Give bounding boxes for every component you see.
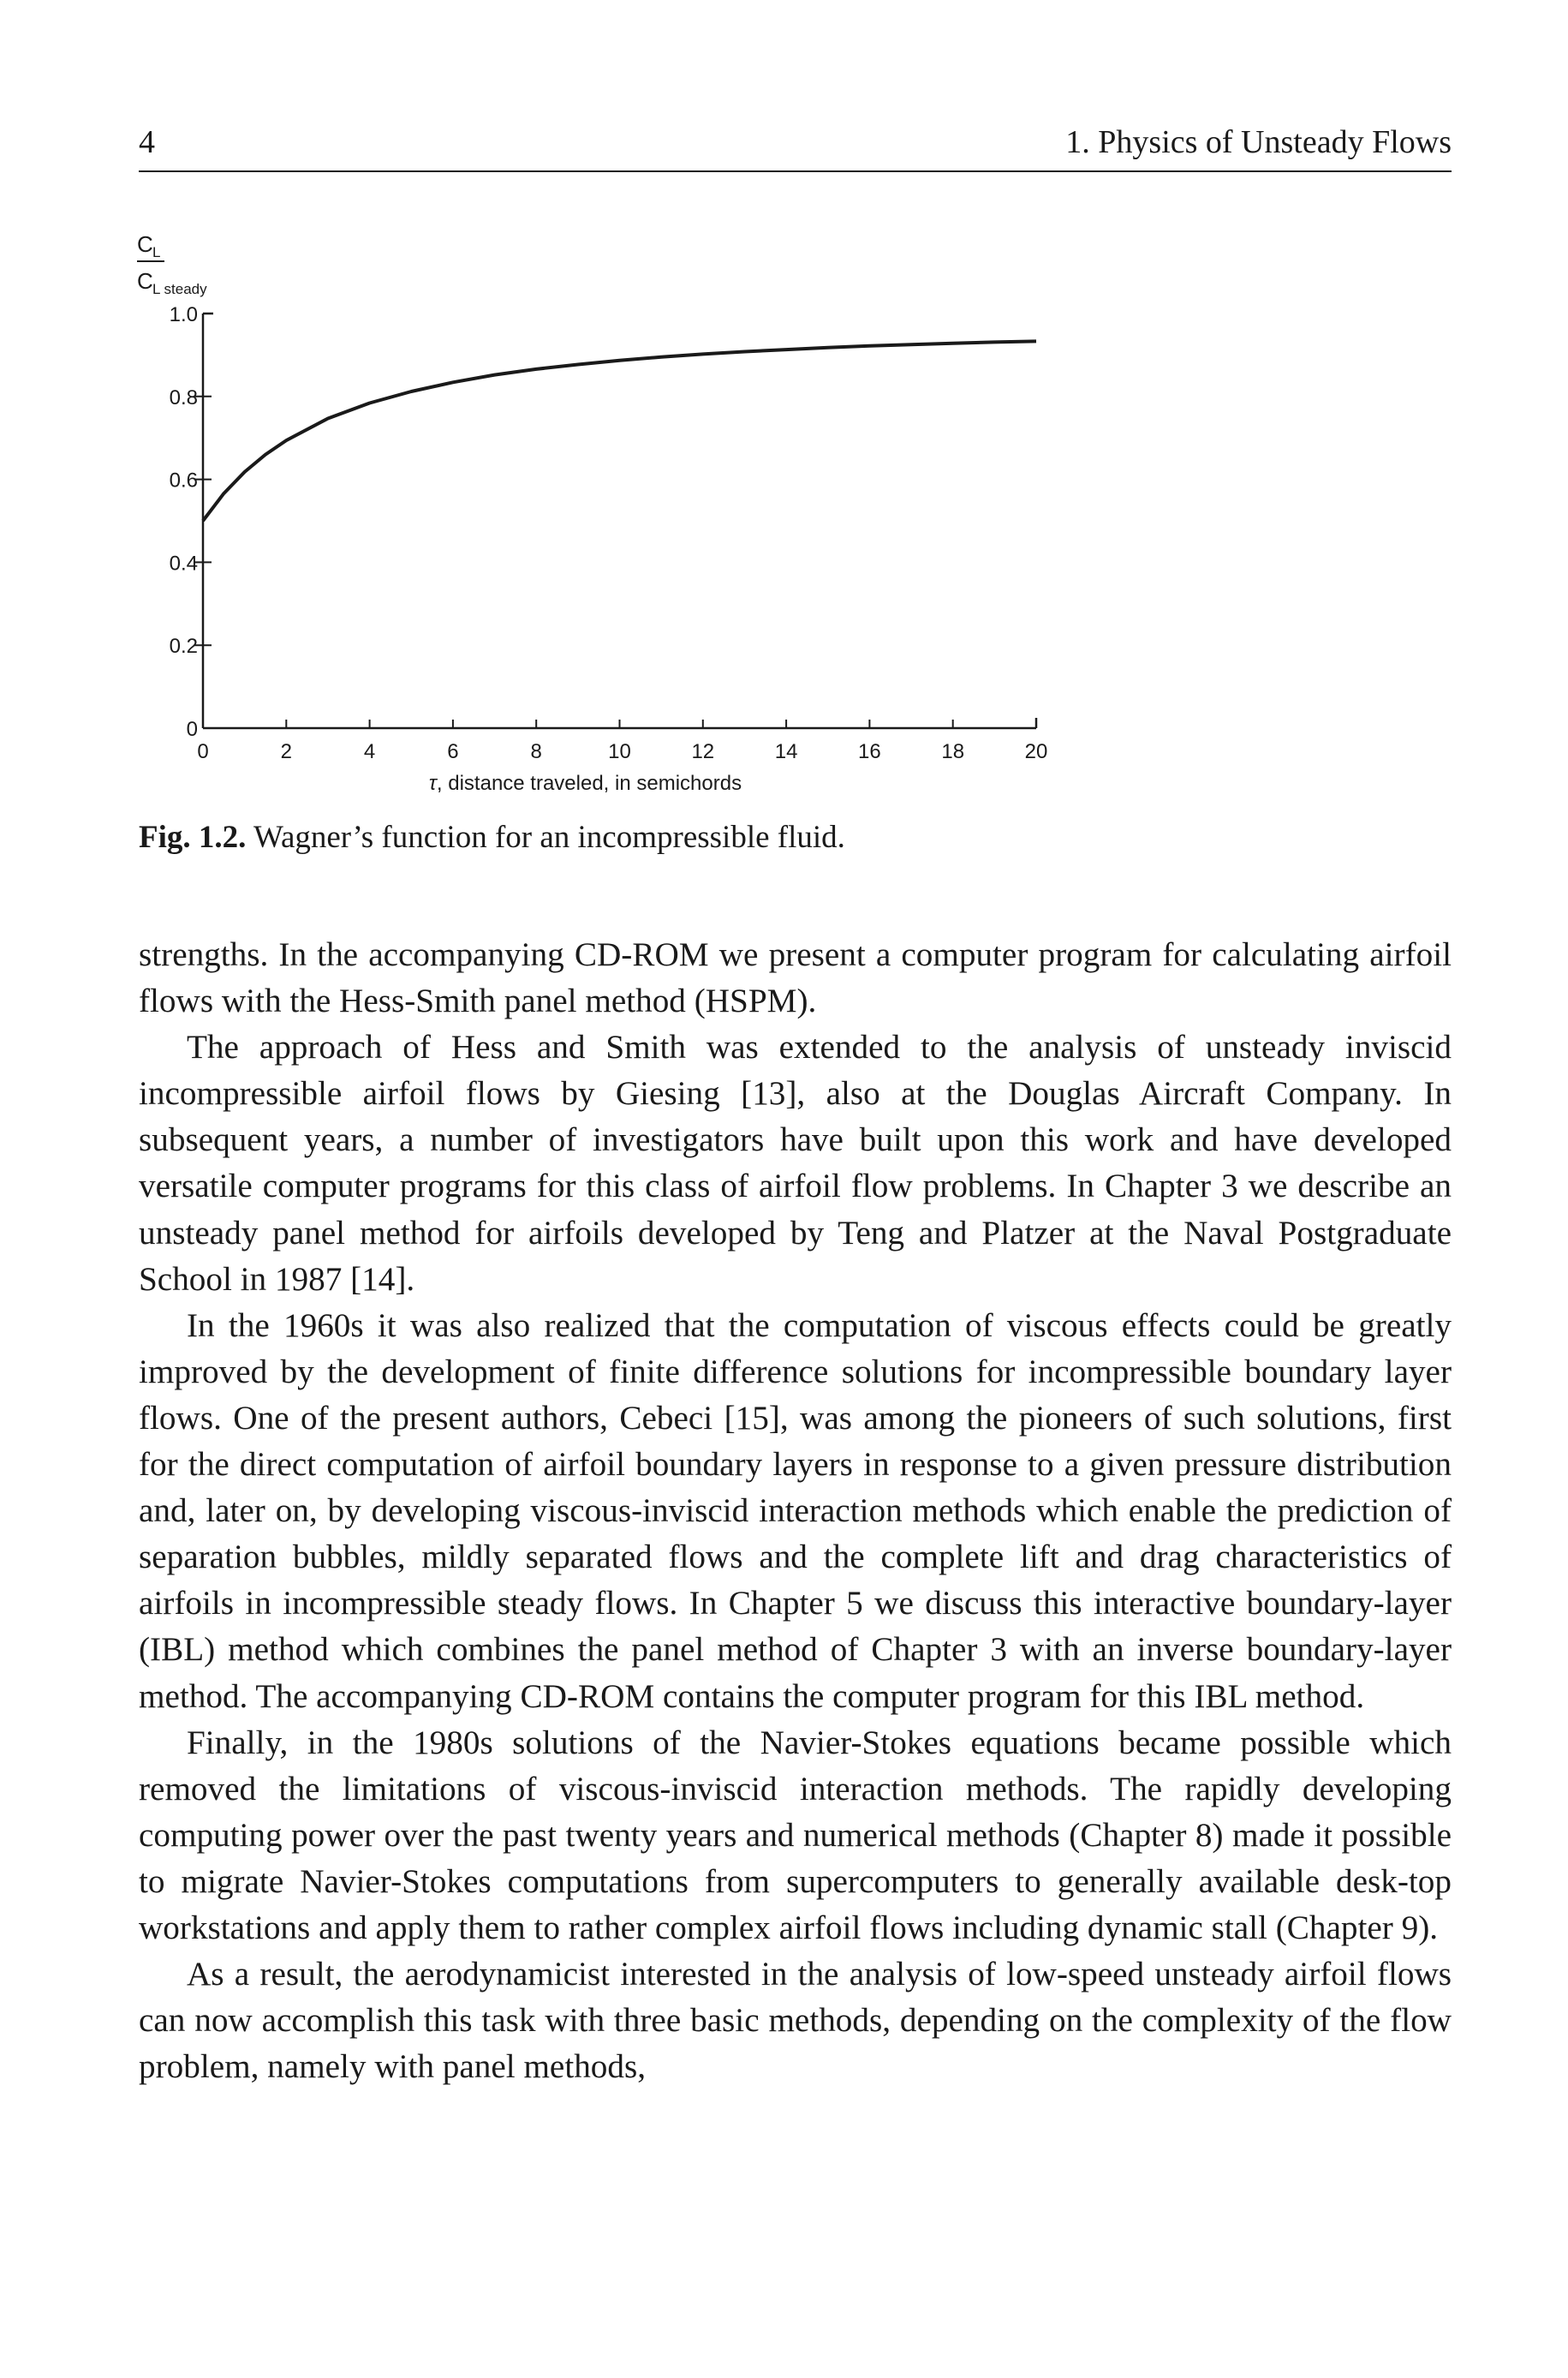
x-tick-label: 10 — [608, 740, 631, 763]
wagner-chart — [128, 214, 1079, 814]
y-tick-label: 0.8 — [169, 385, 198, 409]
header-rule — [139, 170, 1452, 172]
figure-wagner-function — [128, 214, 1079, 814]
y-tick-label: 0.6 — [169, 469, 198, 493]
x-tick-label: 18 — [941, 740, 965, 763]
x-tick-label: 14 — [774, 740, 798, 763]
xlabel-text — [429, 772, 742, 795]
x-tick-label: 16 — [858, 740, 881, 763]
xlabel-symbol: τ — [428, 772, 437, 795]
y-tick-label: 0.2 — [169, 635, 198, 659]
caption-text: Wagner’s function for an incompressible fluid. — [253, 820, 845, 855]
caption-label: Fig. 1.2. — [139, 820, 247, 855]
wagner-curve — [203, 341, 1036, 521]
xlabel-description: , distance traveled, in semichords — [436, 772, 742, 795]
page-number: 4 — [139, 124, 155, 160]
y-ticks — [170, 303, 212, 741]
ylabel-denominator-sub: L steady — [152, 281, 207, 297]
x-tick-label: 8 — [530, 740, 542, 763]
chart-axes — [203, 314, 1036, 728]
ylabel-numerator: C — [137, 231, 153, 257]
paragraph-3: In the 1960s it was also realized that the computation of viscous effects could be greatly improved by the development of finite difference solutions for incompressible boundary layer flows. One of the present authors, Cebeci [15], was among the pioneers of such solutions, first for the direct computation of airfoil boundary layers in response to a given pressure distribution and, later on, by developing viscous-inviscid interaction methods which enable the prediction of separation bubbles, mildly separated flows and the complete lift and drag characteristics of airfoils in incompressible steady flows. In Chapter 5 we discuss this interactive boundary-layer (IBL) method which combines the panel method of Chapter 3 with an inverse boundary-layer method. The accompanying CD-ROM contains the computer program for this IBL method. — [139, 1306, 1452, 1715]
x-axis-label — [429, 772, 742, 795]
x-ticks — [197, 720, 1047, 763]
ylabel-numerator-sub: L — [152, 244, 161, 260]
paragraph-2: The approach of Hess and Smith was extended to the analysis of unsteady inviscid incompressible airfoil flows by Giesing [13], also at the Douglas Aircraft Company. In subsequent years, a number of investigators have built upon this work and have developed versatile computer programs for this class of airfoil flow problems. In Chapter 3 we describe an unsteady panel method for airfoils developed by Teng and Platzer at the Naval Postgraduate School in 1987 [14]. — [139, 1029, 1452, 1298]
y-tick-label: 1.0 — [169, 303, 198, 326]
figure-caption — [139, 816, 1423, 860]
paragraph-5: As a result, the aerodynamicist interested in the analysis of low-speed unsteady airfoil flows can now accomplish this task with three basic methods, depending on the complexity of the flow problem, namely with panel methods, — [139, 1956, 1452, 2086]
y-tick-label: 0 — [186, 718, 198, 741]
paragraph-4: Finally, in the 1980s solutions of the Navier-Stokes equations became possible which removed the limitations of viscous-inviscid interaction methods. The rapidly developing computing power over the past twenty years and numerical methods (Chapter 8) made it possible to migrate Navier-Stokes computations from supercomputers to generally available desk-top workstations and apply them to rather complex airfoil flows including dynamic stall (Chapter 9). — [139, 1724, 1452, 1946]
x-tick-label: 2 — [280, 740, 292, 763]
y-tick-label: 0.4 — [169, 552, 198, 576]
body-text — [139, 932, 1452, 2090]
x-tick-label: 6 — [447, 740, 459, 763]
x-tick-label: 12 — [691, 740, 715, 763]
y-axis-label — [137, 231, 207, 297]
running-head — [139, 120, 1452, 164]
x-tick-label: 0 — [197, 740, 209, 763]
paragraph-1: strengths. In the accompanying CD-ROM we present a computer program for calculating airfoil flows with the Hess-Smith panel method (HSPM). — [139, 936, 1452, 1020]
chapter-title: 1. Physics of Unsteady Flows — [1065, 124, 1452, 160]
chart-series — [203, 341, 1036, 521]
ylabel-denominator: C — [137, 268, 153, 294]
x-tick-label: 20 — [1024, 740, 1048, 763]
x-tick-label: 4 — [363, 740, 376, 763]
